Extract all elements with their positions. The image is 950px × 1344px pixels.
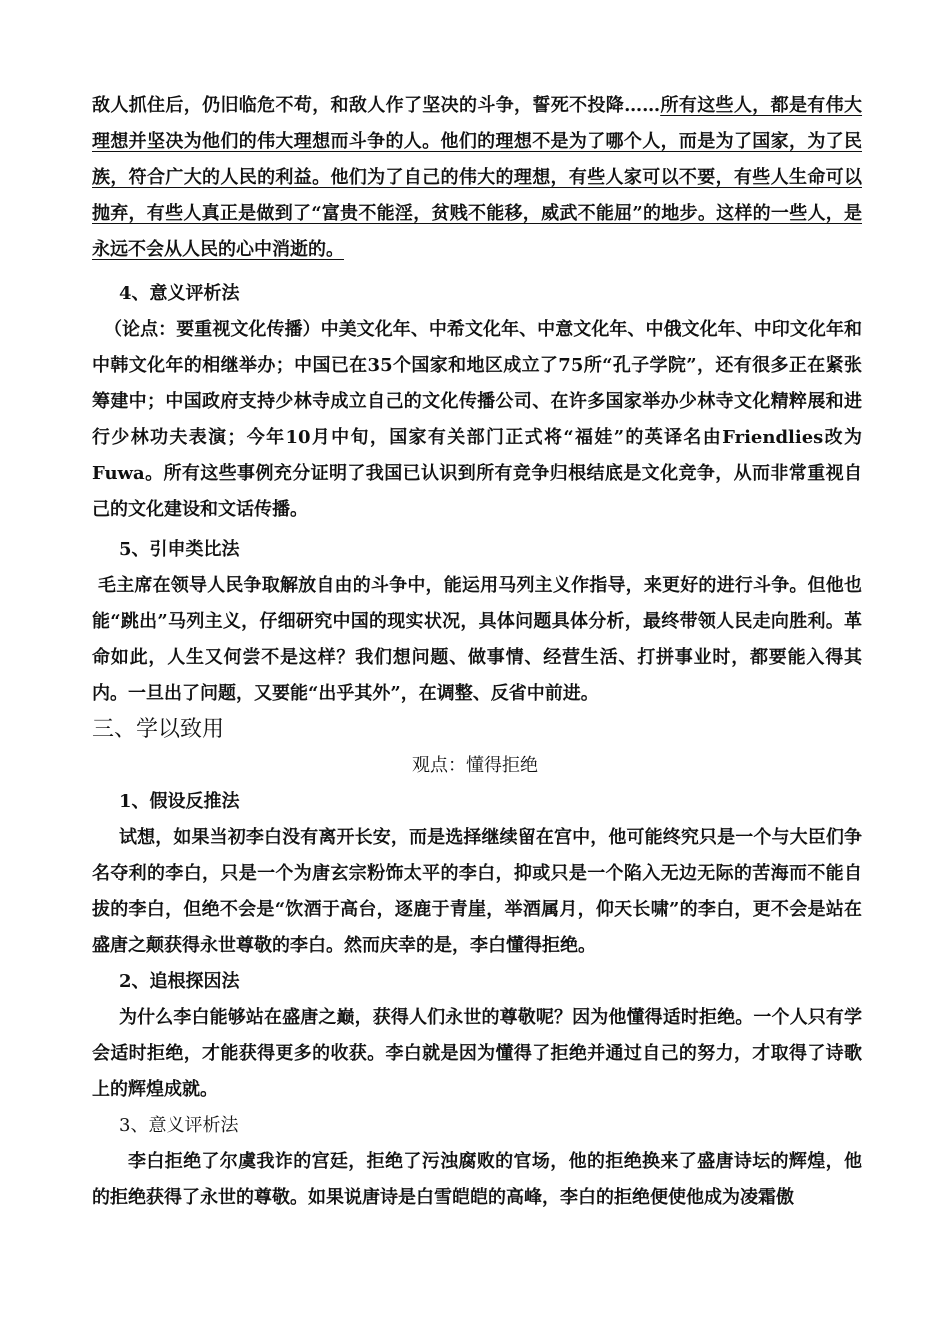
heading-hypothesis: 1、假设反推法 [119,791,240,812]
paragraph-li-bai-reason: 为什么李白能够站在盛唐之巅，获得人们永世的尊敬呢？因为他懂得适时拒绝。一个人只有学会适时拒绝，才能获得更多的收获。李白就是因为懂得了拒绝并通过自己的努力，才取得了诗歌上的辉煌成就。 [92,1007,862,1100]
heading-meaning-analysis: 4、意义评析法 [119,283,240,304]
paragraph-li-bai-meaning: 李白拒绝了尔虞我诈的宫廷，拒绝了污浊腐败的官场，他的拒绝换来了盛唐诗坛的辉煌，他的拒绝获得了永世的尊敬。如果说唐诗是白雪皑皑的高峰，李白的拒绝便使他成为凌霜傲 [92,1151,862,1208]
heading-root-cause: 2、追根探因法 [119,971,240,992]
viewpoint-title: 观点：懂得拒绝 [412,755,538,776]
paragraph-heroes-underlined: 所有这些人，都是有伟大理想并坚决为他们的伟大理想而斗争的人。他们的理想不是为了哪个人，而是为了国家，为了民族，符合广大的人民的利益。他们为了自己的伟大的理想，有些人家可以不要，有些人生命可以抛弃，有些人真正是做到了“富贵不能淫，贫贱不能移，威武不能屈”的地步。这样的一些人，是永远不会从人民的心中消逝的。 [92,95,863,260]
paragraph-heroes-plain: 敌人抓住后，仍旧临危不苟，和敌人作了坚决的斗争，誓死不投降…… [92,95,661,116]
paragraph-culture-spread: （论点：要重视文化传播）中美文化年、中希文化年、中意文化年、中俄文化年、中印文化年和中韩文化年的相继举办；中国已在35个国家和地区成立了75所“孔子学院”，还有很多正在紧张筹建中；中国政府支持少林寺成立自己的文化传播公司、在许多国家举办少林寺文化精粹展和进行少林功夫表演；今年10月中旬，国家有关部门正式将“福娃”的英译名由Friendlies改为Fuwa。所有这些事例充分证明了我国已认识到所有竞争归根结底是文化竞争，从而非常重视自己的文化建设和文话传播。 [92,319,862,520]
heading-extension-analogy: 5、引申类比法 [119,539,240,560]
heading-meaning-analysis-2: 3、意义评析法 [119,1115,239,1136]
paragraph-li-bai-hypothesis: 试想，如果当初李白没有离开长安，而是选择继续留在宫中，他可能终究只是一个与大臣们争名夺利的李白，只是一个为唐玄宗粉饰太平的李白，抑或只是一个陷入无边无际的苦海而不能自拔的李白，但绝不会是“饮酒于高台，逐鹿于青崖，举酒属月，仰天长啸”的李白，更不会是站在盛唐之颠获得永世尊敬的李白。然而庆幸的是，李白懂得拒绝。 [92,827,862,956]
paragraph-chairman-mao: 毛主席在领导人民争取解放自由的斗争中，能运用马列主义作指导，来更好的进行斗争。但他也能“跳出”马列主义，仔细研究中国的现实状况，具体问题具体分析，最终带领人民走向胜利。革命如此，人生又何尝不是这样？我们想问题、做事情、经营生活、打拼事业时，都要能入得其内。一旦出了问题，又要能“出乎其外”，在调整、反省中前进。 [92,575,862,704]
section-title-apply: 三、学以致用 [92,717,225,742]
paragraph-heroes [92,88,862,268]
